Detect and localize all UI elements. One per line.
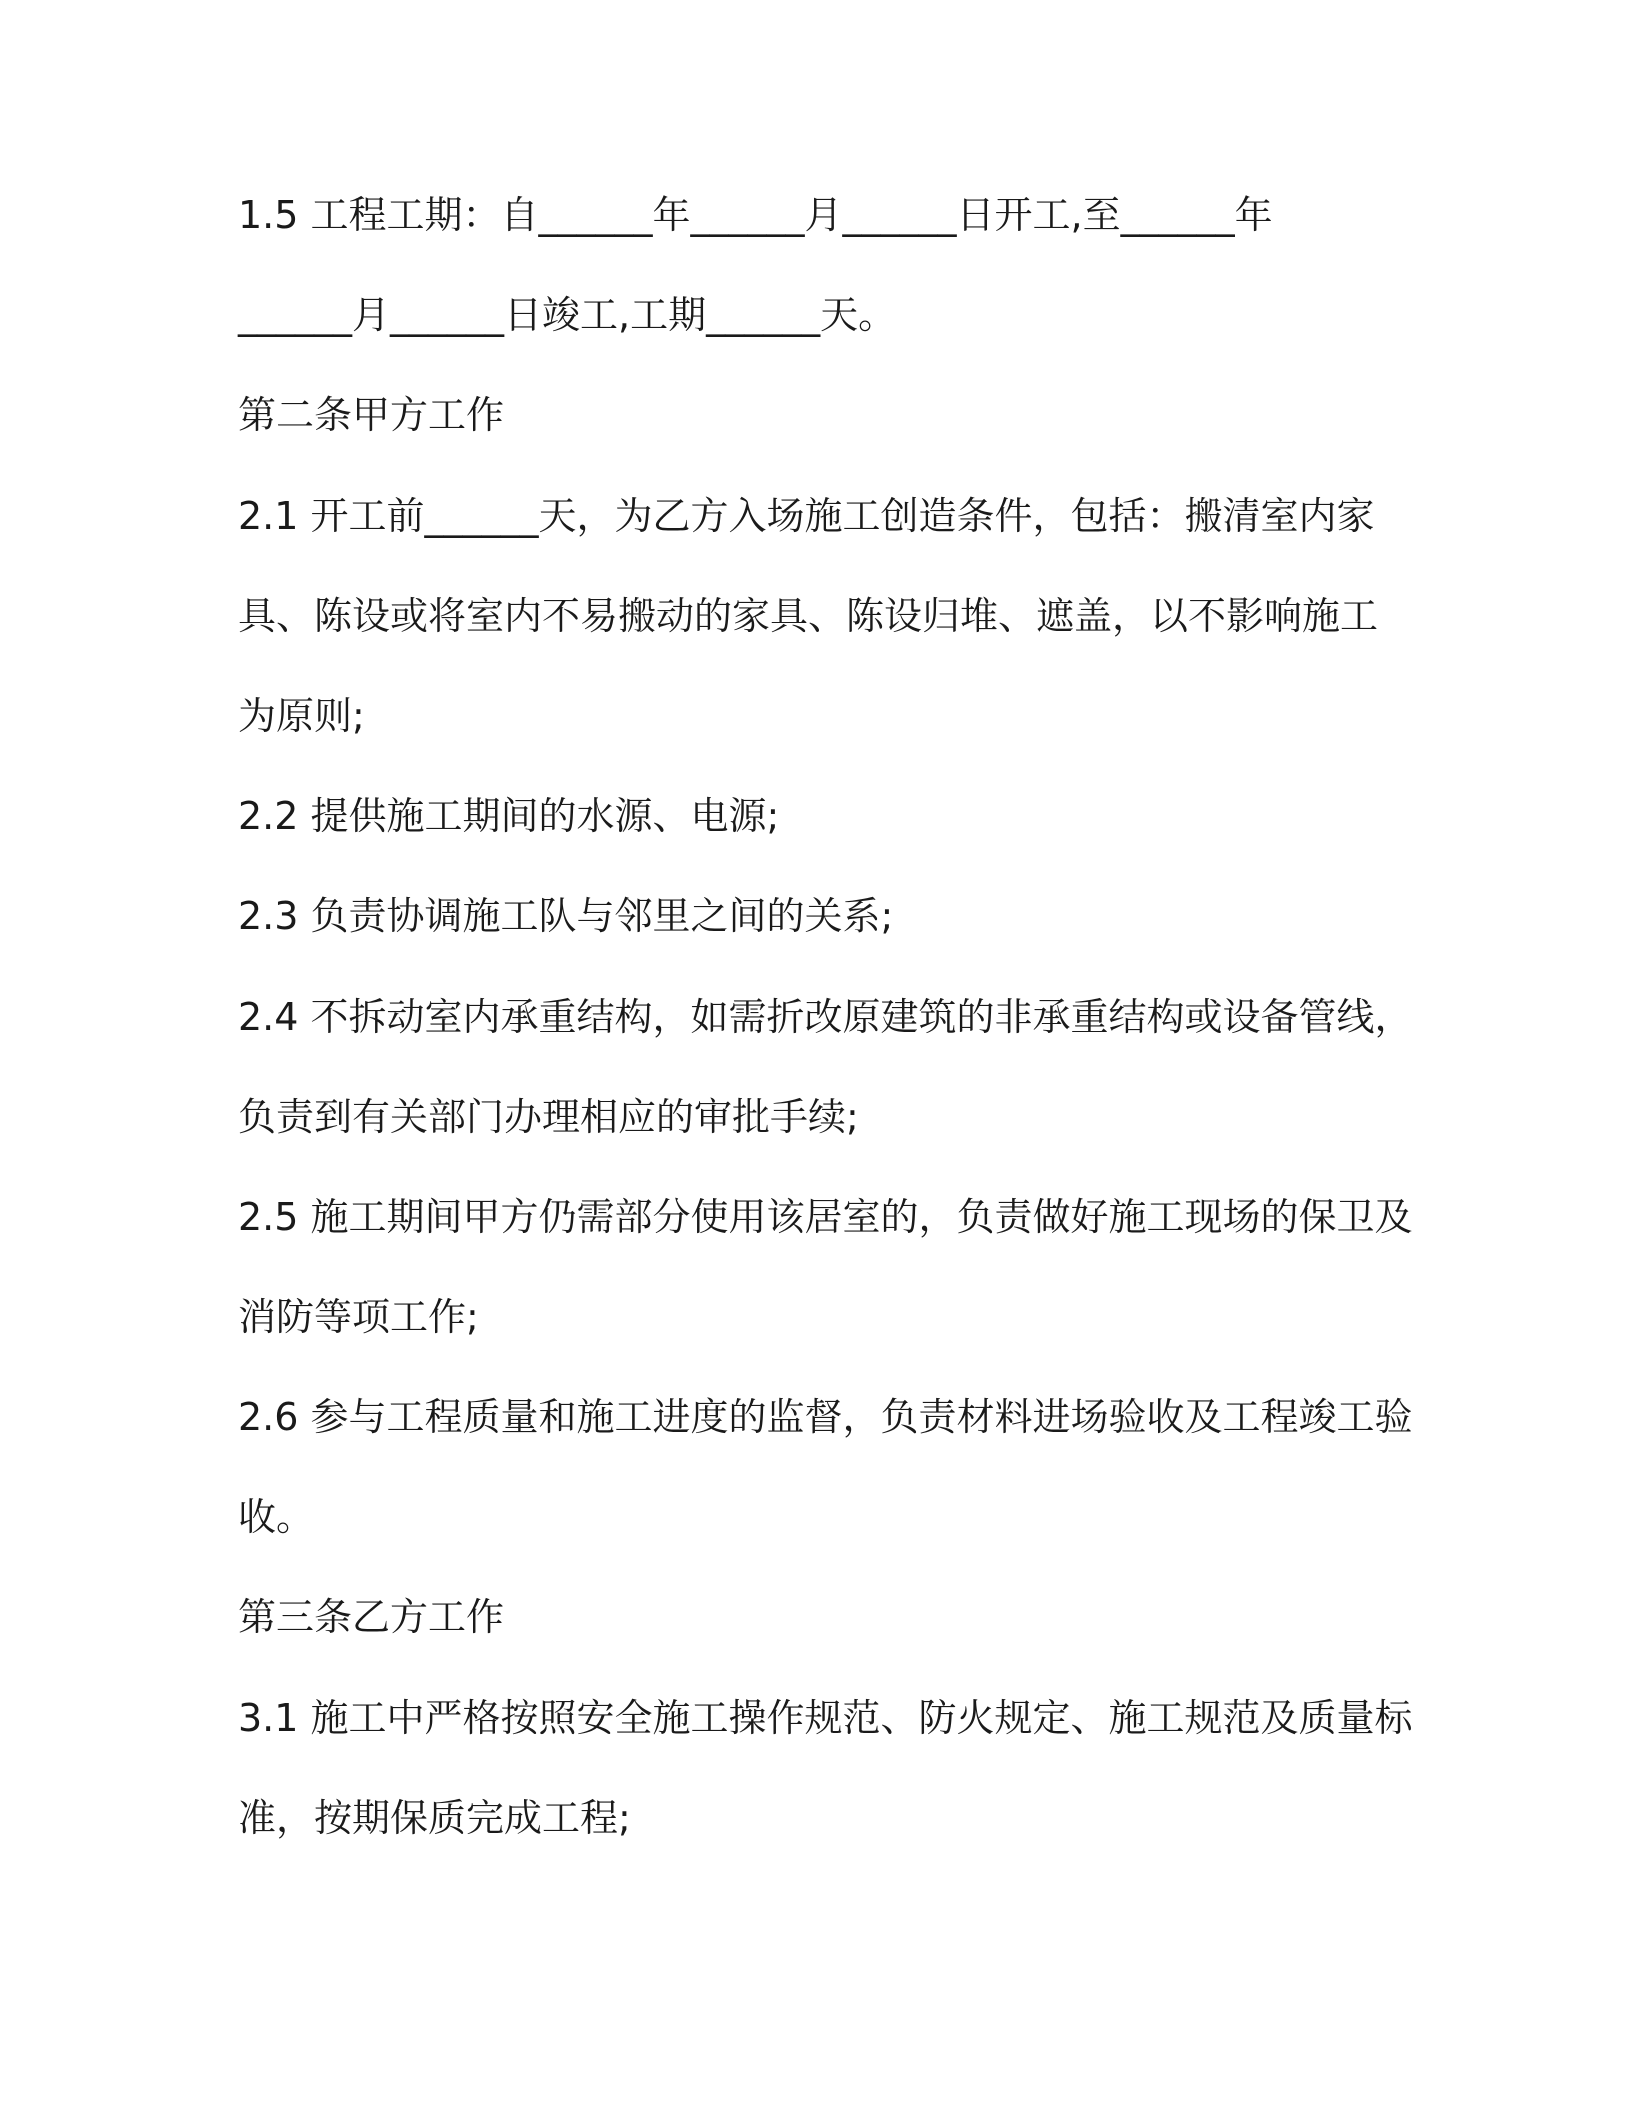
clause-2-3: 2.3 负责协调施工队与邻里之间的关系; [238,894,894,938]
clause-1-5-line-2: ______月______日竣工,工期______天。 [238,293,897,337]
clause-3-1-line-2: 准，按期保质完成工程; [238,1796,631,1840]
clause-2-6-line-2: 收。 [238,1495,315,1539]
clause-2-1-line-1: 2.1 开工前______天，为乙方入场施工创造条件，包括：搬清室内家 [238,494,1375,538]
clause-2-1-line-3: 为原则; [238,694,365,738]
section-heading-party-b: 第三条乙方工作 [238,1595,505,1639]
clause-2-6-line-1: 2.6 参与工程质量和施工进度的监督，负责材料进场验收及工程竣工验 [238,1395,1413,1439]
clause-2-4-line-1: 2.4 不拆动室内承重结构，如需折改原建筑的非承重结构或设备管线， [238,995,1413,1039]
clause-2-4-line-2: 负责到有关部门办理相应的审批手续; [238,1095,859,1139]
clause-2-2: 2.2 提供施工期间的水源、电源; [238,794,780,838]
clause-3-1-line-1: 3.1 施工中严格按照安全施工操作规范、防火规定、施工规范及质量标 [238,1696,1413,1740]
clause-1-5-line-1: 1.5 工程工期：自______年______月______日开工,至______年 [238,193,1273,237]
clause-2-5-line-2: 消防等项工作; [238,1295,479,1339]
section-heading-party-a: 第二条甲方工作 [238,393,505,437]
clause-2-5-line-1: 2.5 施工期间甲方仍需部分使用该居室的，负责做好施工现场的保卫及 [238,1195,1413,1239]
clause-2-1-line-2: 具、陈设或将室内不易搬动的家具、陈设归堆、遮盖，以不影响施工 [238,594,1379,638]
